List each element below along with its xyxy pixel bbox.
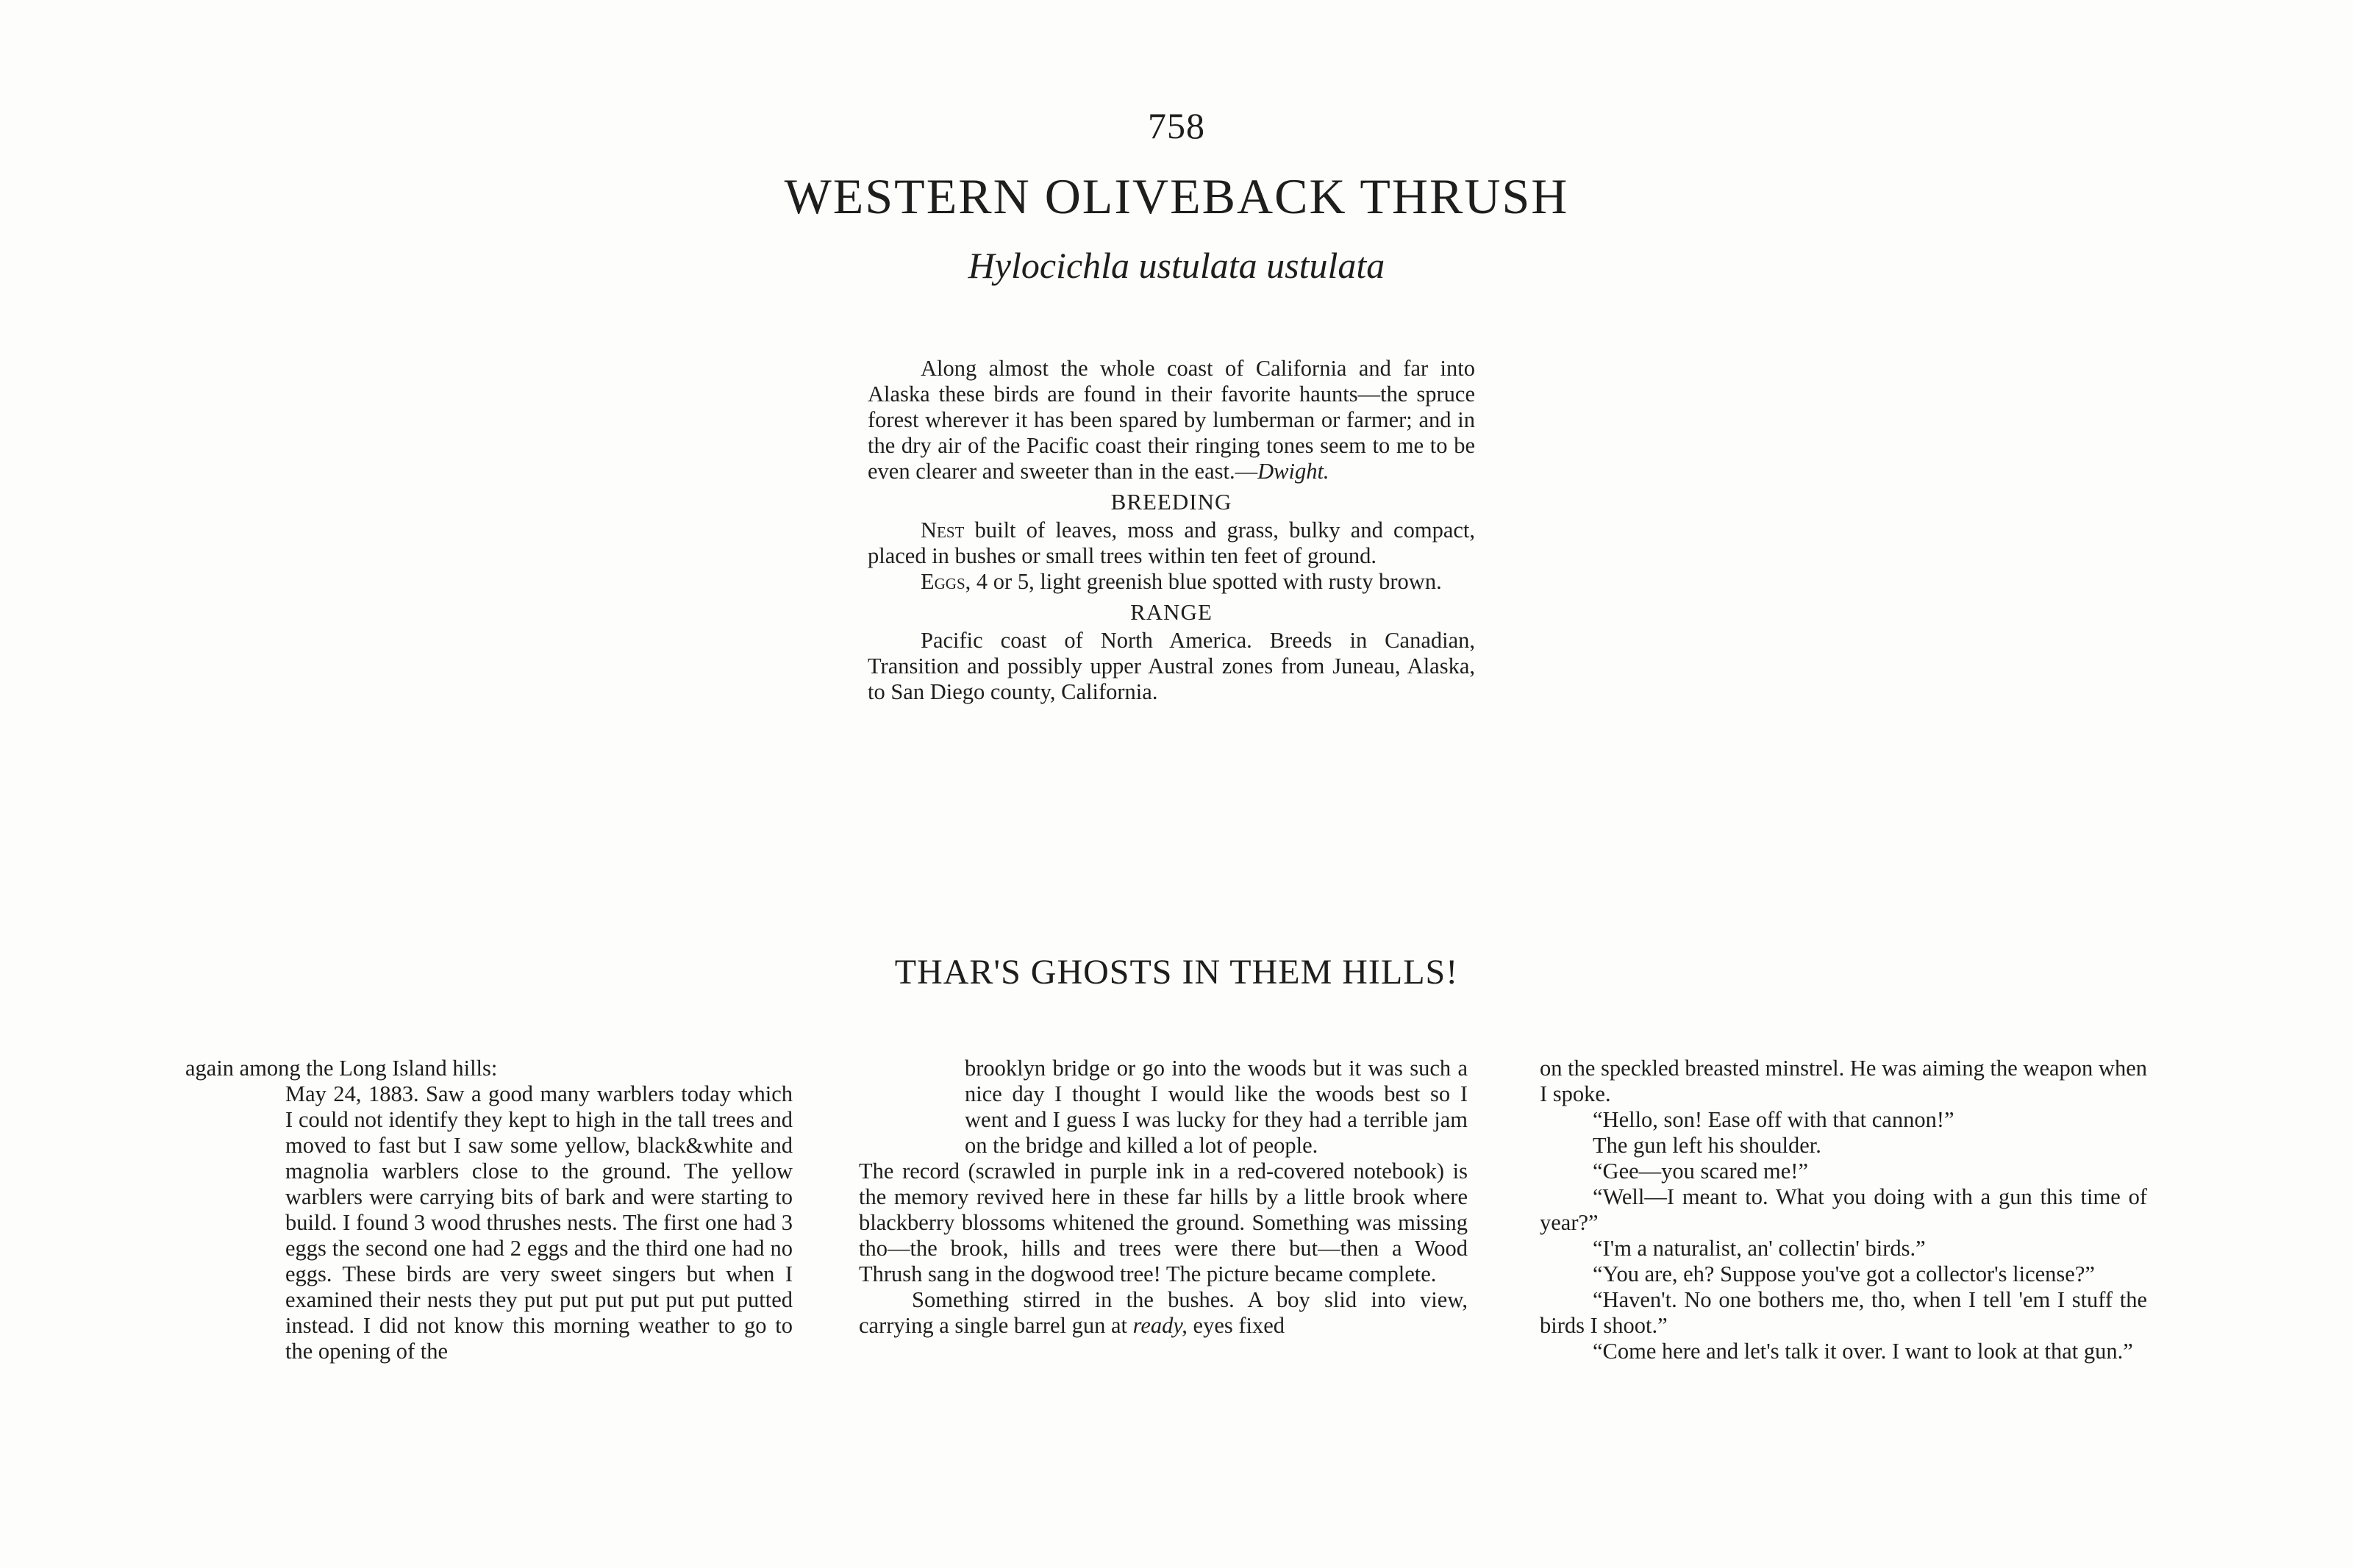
- scientific-name: Hylocichla ustulata ustulata: [968, 245, 1385, 286]
- eggs-label: Eggs,: [921, 569, 971, 594]
- dialogue-line: “Haven't. No one bothers me, tho, when I tell 'em I stuff the birds I shoot.”: [1540, 1287, 2147, 1338]
- stirred-text-before: Something stirred in the bushes. A boy slid into view, carrying a single barrel gun at: [859, 1287, 1468, 1338]
- range-paragraph: Pacific coast of North America. Breeds in Canadian, Transition and possibly upper Austral zones from Juneau, Alaska, to San Diego county, California.: [868, 628, 1475, 704]
- intro-paragraph: [868, 356, 1475, 484]
- dialogue-line: “Hello, son! Ease off with that cannon!”: [1593, 1107, 1954, 1132]
- stirred-paragraph: [859, 1287, 1468, 1339]
- column-3-lead: on the speckled breasted minstrel. He was aiming the weapon when I spoke.: [1540, 1056, 2147, 1106]
- nest-paragraph: [868, 518, 1475, 569]
- dialogue-line: “You are, eh? Suppose you've got a collector's license?”: [1593, 1261, 2095, 1286]
- column-1-lead: again among the Long Island hills:: [185, 1056, 498, 1081]
- story-column-2: [859, 1056, 1468, 1339]
- story-column-1: [185, 1056, 793, 1364]
- diary-entry: May 24, 1883. Saw a good many warblers today which I could not identify they kept to high in the tall trees and moved to fast but I saw some yellow, black&white and magnolia warblers close to the ground. The yellow warblers were carrying bits of bark and were starting to build. I found 3 wood thrushes nests. The first one had 3 eggs the second one had 2 eggs and the third one had no eggs. These birds are very sweet singers but when I examined their nests they put put put put put put putted instead. I did not know this morning weather to go to the opening of the: [285, 1081, 793, 1364]
- dialogue-line: “I'm a naturalist, an' collectin' birds.”: [1593, 1236, 1926, 1261]
- record-paragraph: The record (scrawled in purple ink in a red-covered notebook) is the memory revived here in these far hills by a little brook where blackberry blossoms whitened the ground. Something was missing tho—the brook, hills and trees were there but—then a Wood Thrush sang in the dogwood tree! The picture became complete.: [859, 1159, 1468, 1286]
- intro-author: Dwight.: [1257, 459, 1329, 484]
- intro-text: Along almost the whole coast of California and far into Alaska these birds are found in their favorite haunts—the spruce forest wherever it has been spared by lumberman or farmer; and in the dry air of the Pacific coast their ringing tones seem to me to be even clearer and sweeter than in the east.—: [868, 356, 1475, 484]
- nest-label: Nest: [921, 518, 965, 543]
- stirred-text-after: eyes fixed: [1187, 1313, 1285, 1338]
- range-heading: RANGE: [1130, 599, 1213, 625]
- diary-entry-continued: brooklyn bridge or go into the woods but it was such a nice day I thought I would like the woods best so I went and I guess I was lucky for they had a terrible jam on the bridge and killed a lot of people.: [965, 1056, 1468, 1158]
- dialogue-line: “Gee—you scared me!”: [1593, 1159, 1808, 1184]
- eggs-paragraph: [868, 569, 1475, 595]
- nest-text: built of leaves, moss and grass, bulky and compact, placed in bushes or small trees within ten feet of ground.: [868, 518, 1475, 568]
- story-title: THAR'S GHOSTS IN THEM HILLS!: [894, 953, 1459, 992]
- stirred-italic: ready,: [1132, 1313, 1188, 1338]
- dialogue-line: “Come here and let's talk it over. I want to look at that gun.”: [1593, 1339, 2133, 1364]
- breeding-heading: BREEDING: [1110, 489, 1232, 515]
- species-summary: [868, 356, 1475, 705]
- dialogue-line: “Well—I meant to. What you doing with a gun this time of year?”: [1540, 1184, 2147, 1235]
- eggs-text: 4 or 5, light greenish blue spotted with rusty brown.: [971, 569, 1442, 594]
- story-column-3: [1540, 1056, 2147, 1364]
- species-title: WESTERN OLIVEBACK THRUSH: [784, 168, 1569, 224]
- dialogue-line: The gun left his shoulder.: [1593, 1133, 1821, 1158]
- page-number: 758: [1148, 105, 1205, 146]
